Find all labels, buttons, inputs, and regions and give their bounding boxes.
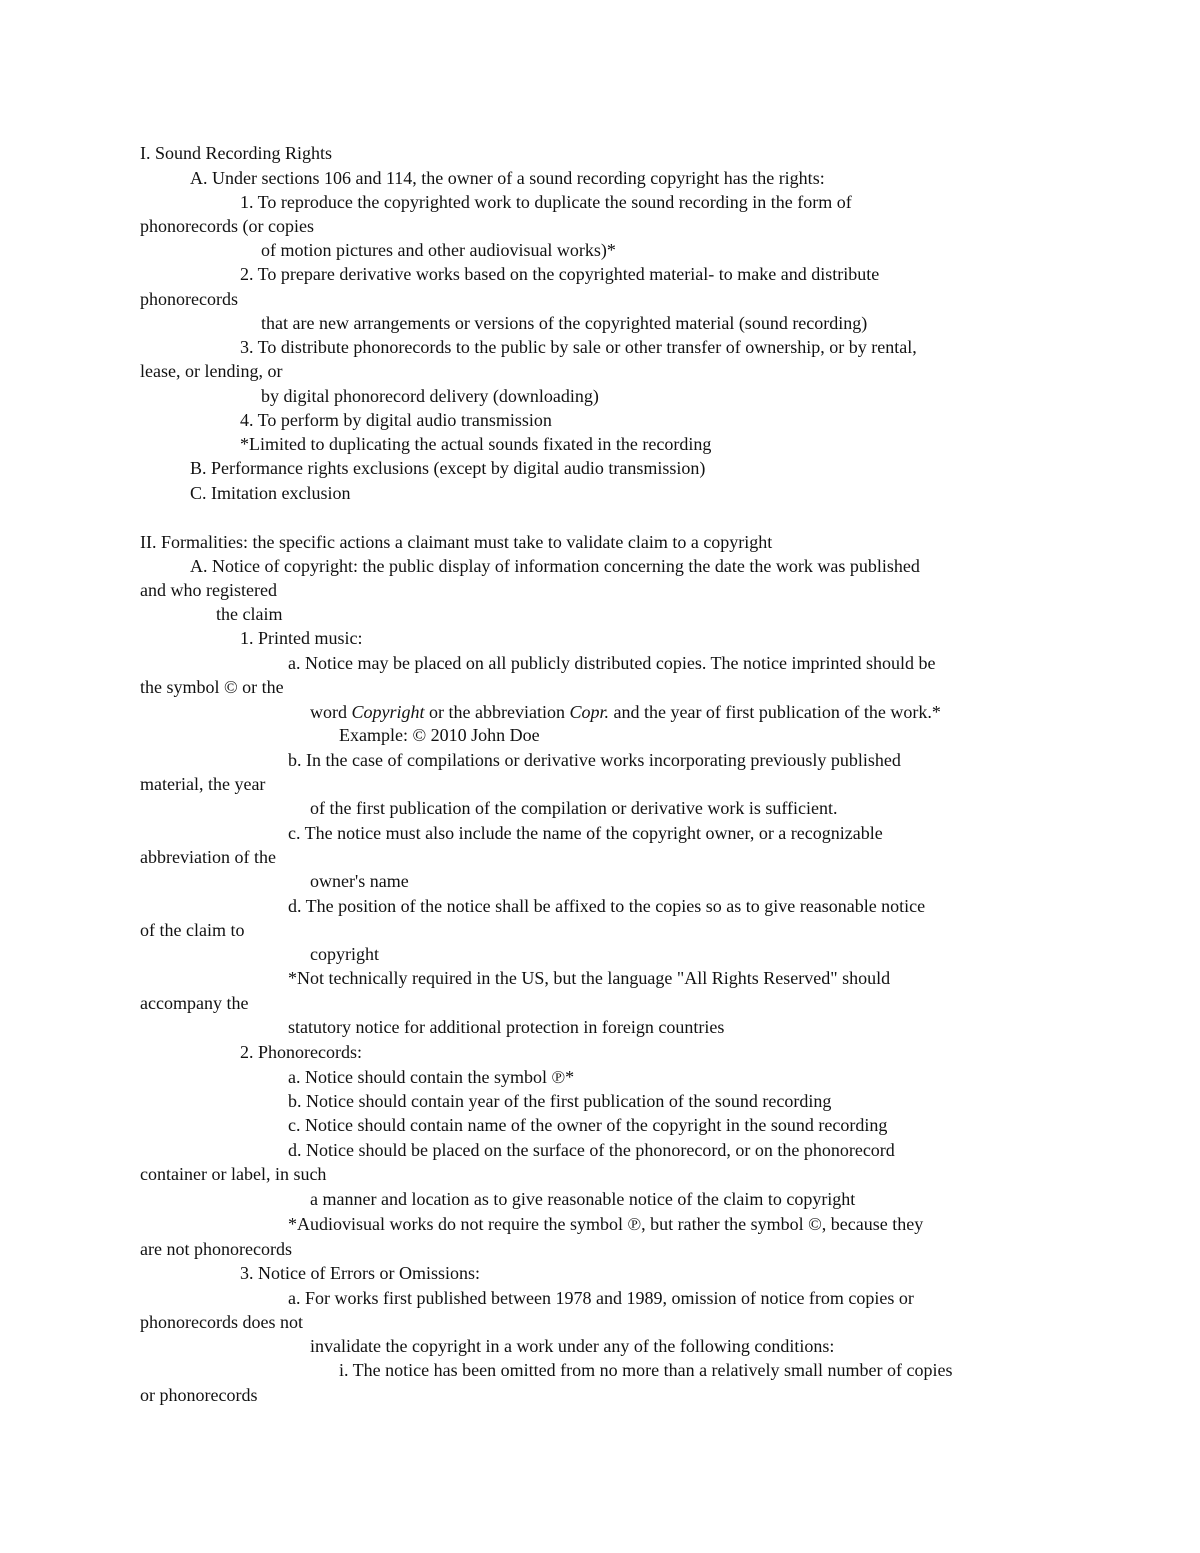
wrapped-text: phonorecords does not: [140, 1312, 303, 1332]
outline-item: a. Notice may be placed on all publicly distributed copies. The notice imprinted should be: [288, 653, 936, 673]
outline-item: C. Imitation exclusion: [190, 483, 351, 503]
outline-item: 3. To distribute phonorecords to the public by sale or other transfer of ownership, or by rental,: [240, 337, 917, 357]
continuation-text: of the first publication of the compilation or derivative work is sufficient.: [310, 798, 838, 818]
text-run: and the year of first publication of the work.*: [608, 702, 941, 722]
outline-item: 1. To reproduce the copyrighted work to duplicate the sound recording in the form of: [240, 192, 852, 212]
outline-item: B. Performance rights exclusions (except by digital audio transmission): [190, 458, 706, 478]
wrapped-text: and who registered: [140, 580, 277, 600]
wrapped-text: accompany the: [140, 993, 249, 1013]
continuation-text: copyright: [310, 944, 379, 964]
wrapped-text: container or label, in such: [140, 1164, 327, 1184]
outline-item: b. Notice should contain year of the first publication of the sound recording: [288, 1091, 832, 1111]
wrapped-text: material, the year: [140, 774, 266, 794]
italic-term: Copyright: [351, 702, 425, 722]
outline-item: 4. To perform by digital audio transmission: [240, 410, 552, 430]
outline-item: 1. Printed music:: [240, 628, 363, 648]
continuation-text: that are new arrangements or versions of the copyrighted material (sound recording): [261, 313, 868, 333]
outline-item: 3. Notice of Errors or Omissions:: [240, 1263, 480, 1283]
text-run: or the abbreviation: [424, 702, 570, 722]
text-run: word: [310, 702, 352, 722]
section-heading: I. Sound Recording Rights: [140, 143, 332, 163]
outline-item: c. Notice should contain name of the owner of the copyright in the sound recording: [288, 1115, 888, 1135]
continuation-text: the claim: [216, 604, 283, 624]
outline-item: 2. Phonorecords:: [240, 1042, 362, 1062]
footnote-text: *Audiovisual works do not require the symbol ℗, but rather the symbol ©, because they: [288, 1214, 924, 1234]
continuation-text: owner's name: [310, 871, 409, 891]
continuation-text: invalidate the copyright in a work under any of the following conditions:: [310, 1336, 835, 1356]
continuation-text: [310, 700, 941, 724]
outline-item: i. The notice has been omitted from no more than a relatively small number of copies: [339, 1360, 953, 1380]
wrapped-text: of the claim to: [140, 920, 245, 940]
outline-item: d. The position of the notice shall be affixed to the copies so as to give reasonable notice: [288, 896, 926, 916]
wrapped-text: are not phonorecords: [140, 1239, 292, 1259]
continuation-text: by digital phonorecord delivery (downloading): [261, 386, 599, 406]
wrapped-text: the symbol © or the: [140, 677, 284, 697]
wrapped-text: phonorecords (or copies: [140, 216, 314, 236]
outline-item: b. In the case of compilations or derivative works incorporating previously published: [288, 750, 901, 770]
continuation-text: a manner and location as to give reasonable notice of the claim to copyright: [310, 1189, 856, 1209]
outline-item: A. Under sections 106 and 114, the owner of a sound recording copyright has the rights:: [190, 168, 825, 188]
example-text: Example: © 2010 John Doe: [339, 725, 540, 745]
outline-item: c. The notice must also include the name of the copyright owner, or a recognizable: [288, 823, 883, 843]
footnote-text: *Limited to duplicating the actual sounds fixated in the recording: [240, 434, 712, 454]
wrapped-text: lease, or lending, or: [140, 361, 283, 381]
wrapped-text: phonorecords: [140, 289, 238, 309]
wrapped-text: or phonorecords: [140, 1385, 258, 1405]
continuation-text: of motion pictures and other audiovisual works)*: [261, 240, 616, 260]
outline-item: A. Notice of copyright: the public display of information concerning the date the work was published: [190, 556, 920, 576]
outline-item: a. Notice should contain the symbol ℗*: [288, 1067, 575, 1087]
outline-item: 2. To prepare derivative works based on the copyrighted material- to make and distribute: [240, 264, 880, 284]
continuation-text: statutory notice for additional protection in foreign countries: [288, 1017, 725, 1037]
italic-term: Copr.: [569, 702, 609, 722]
outline-item: a. For works first published between 1978 and 1989, omission of notice from copies or: [288, 1288, 914, 1308]
wrapped-text: abbreviation of the: [140, 847, 276, 867]
section-heading: II. Formalities: the specific actions a claimant must take to validate claim to a copyright: [140, 532, 773, 552]
outline-item: d. Notice should be placed on the surface of the phonorecord, or on the phonorecord: [288, 1140, 895, 1160]
footnote-text: *Not technically required in the US, but the language "All Rights Reserved" should: [288, 968, 891, 988]
